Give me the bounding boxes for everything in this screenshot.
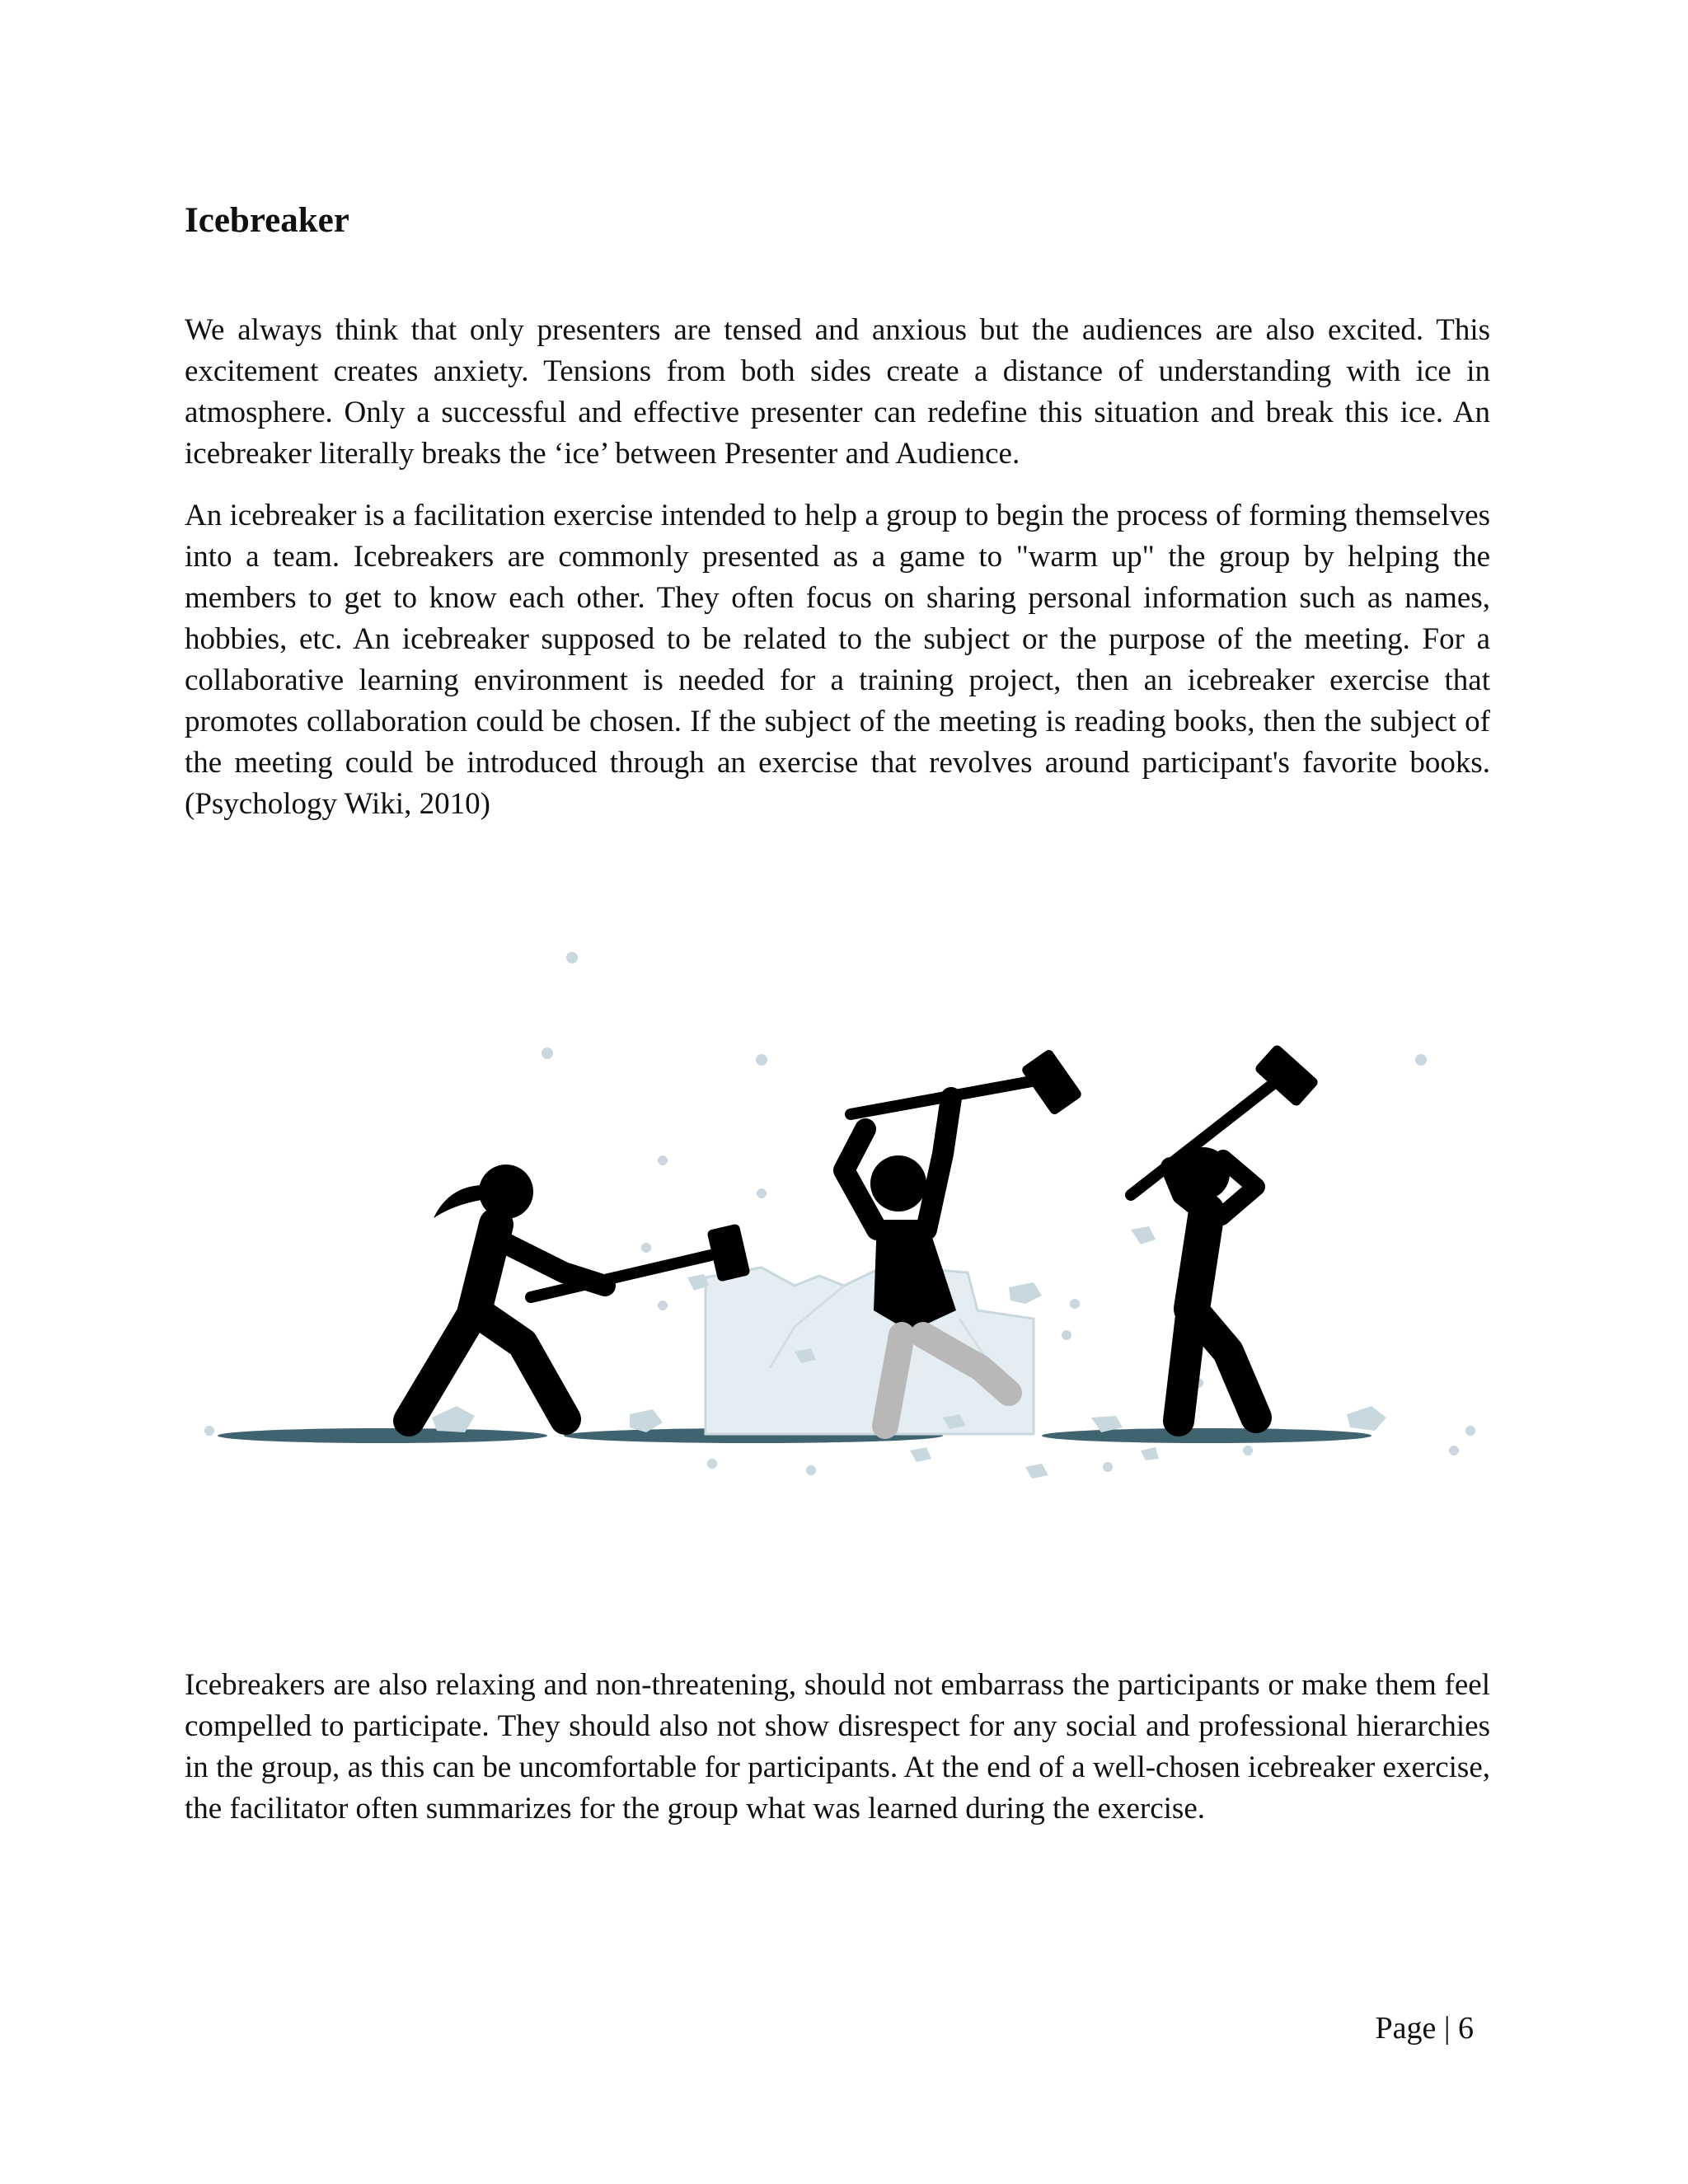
ground-shadow-left <box>218 1428 547 1443</box>
icebreaker-illustration <box>185 923 1490 1500</box>
paragraph-conclusion: Icebreakers are also relaxing and non-threatening, should not embarrass the participants or make them feel compelled to participate. They should also not show disrespect for any social and professional hierarchies in the group, as this can be uncomfortable for participants. At the end of a well-chosen icebreaker exercise, the facilitator often summarizes for the group what was learned during the exercise. <box>185 1668 1490 1825</box>
paragraph-intro: We always think that only presenters are tensed and anxious but the audiences are also excited. This excitement creates anxiety. Tensions from both sides create a distance of understanding with ice in atmosphere. Only a successful and effective presenter can redefine this situation and break this ice. An icebreaker literally breaks the ‘ice’ between Presenter and Audience. <box>185 313 1490 471</box>
figure-right <box>1131 1043 1320 1421</box>
ice-block <box>706 1266 1034 1434</box>
section-heading: Icebreaker <box>185 201 349 240</box>
ground-shadow-right <box>1042 1428 1372 1443</box>
page-number: Page | 6 <box>1375 2011 1474 2046</box>
figure-left <box>409 1165 751 1421</box>
paragraph-definition: An icebreaker is a facilitation exercise intended to help a group to begin the process of forming themselves into a team. Icebreakers are commonly presented as a game to "warm up" the group by helping the members to get to know each other. They often focus on sharing personal information such as names, hobbies, etc. An icebreaker supposed to be related to the subject or the purpose of the meeting. For a collaborative learning environment is needed for a training project, then an icebreaker exercise that promotes collaboration could be chosen. If the subject of the meeting is reading books, then the subject of the meeting could be introduced through an exercise that revolves around participant's favorite books. (Psychology Wiki, 2010) <box>185 499 1490 821</box>
icebreaker-figures-icon <box>185 923 1490 1500</box>
